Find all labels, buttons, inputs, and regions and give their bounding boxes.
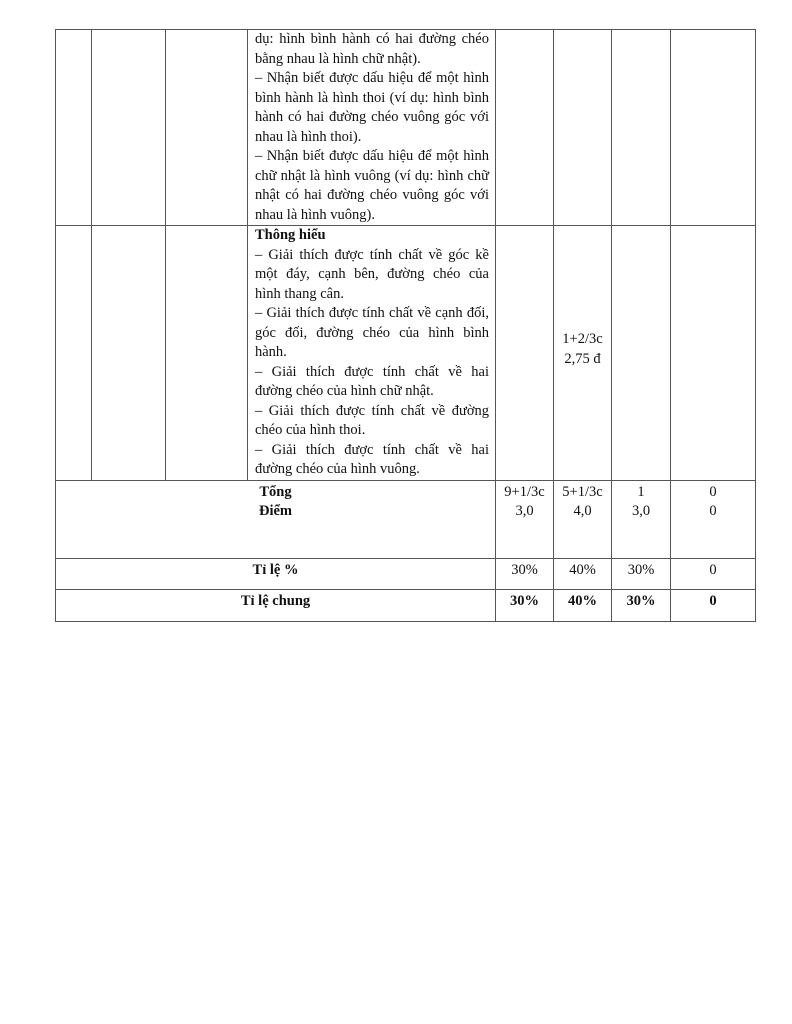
- percent-value-cell: 40%: [554, 558, 612, 589]
- total-apply-cell: [612, 480, 671, 558]
- total-points: 3,0: [631, 503, 651, 519]
- total-count: 1: [637, 483, 645, 500]
- total-high-apply-cell: [671, 480, 756, 558]
- level-apply-cell: [612, 30, 671, 226]
- content-cell: [166, 226, 248, 481]
- table-row: [56, 226, 756, 481]
- score-value: 2,75 đ: [564, 350, 601, 367]
- total-points: 4,0: [573, 503, 592, 519]
- total-row: [56, 480, 756, 558]
- overall-percent-label-cell: Tỉ lệ chung: [56, 589, 496, 621]
- level-understand-cell: [554, 226, 612, 481]
- level-understand-cell: [554, 30, 612, 226]
- total-recognize-cell: [496, 480, 554, 558]
- table-row: [56, 30, 756, 226]
- level-recognize-cell: [496, 30, 554, 226]
- overall-percent-row: [56, 589, 756, 621]
- overall-percent-value-cell: 30%: [612, 589, 671, 621]
- level-recognize-cell: [496, 226, 554, 481]
- total-points: 3,0: [515, 503, 534, 519]
- level-apply-cell: [612, 226, 671, 481]
- requirement-line: – Giải thích được tính chất về góc kề một đáy, cạnh bên, đường chéo của hình thang cân.: [255, 246, 489, 302]
- requirement-line: – Nhận biết được dấu hiệu để một hình chữ nhật là hình vuông (ví dụ: hình chữ nhật có hai đường chéo vuông góc với nhau là hình vuông).: [255, 148, 489, 223]
- total-count: 0: [709, 483, 717, 500]
- level-high-apply-cell: [671, 226, 756, 481]
- total-count: 5+1/3c: [562, 483, 603, 500]
- total-understand-cell: [554, 480, 612, 558]
- stt-cell: [56, 226, 92, 481]
- assessment-matrix-table: [55, 29, 756, 622]
- requirement-line: – Giải thích được tính chất về cạnh đối, góc đối, đường chéo của hình bình hành.: [255, 305, 489, 360]
- requirement-line: – Giải thích được tính chất về hai đường chéo của hình chữ nhật.: [255, 363, 489, 399]
- stt-cell: [56, 30, 92, 226]
- percent-value-cell: 30%: [612, 558, 671, 589]
- content-cell: [166, 30, 248, 226]
- percent-row: [56, 558, 756, 589]
- requirement-description-cell: [248, 226, 496, 481]
- topic-cell: [92, 226, 166, 481]
- percent-value-cell: 30%: [496, 558, 554, 589]
- total-count: 9+1/3c: [504, 483, 545, 500]
- total-points: 0: [709, 503, 717, 519]
- level-high-apply-cell: [671, 30, 756, 226]
- percent-label-cell: Tỉ lệ %: [56, 558, 496, 589]
- requirement-line: dụ: hình bình hành có hai đường chéo bằng nhau là hình chữ nhật).: [255, 31, 489, 67]
- total-label-cell: [56, 480, 496, 558]
- total-label: Tổng: [259, 483, 292, 500]
- percent-value-cell: 0: [671, 558, 756, 589]
- question-count: 1+2/3c: [562, 331, 603, 347]
- requirement-line: – Giải thích được tính chất về hai đường chéo của hình vuông.: [255, 441, 489, 477]
- overall-percent-value-cell: 30%: [496, 589, 554, 621]
- requirement-description-cell: [248, 30, 496, 226]
- requirement-line: – Nhận biết được dấu hiệu để một hình bình hành là hình thoi (ví dụ: hình bình hành có hai đường chéo vuông góc với nhau là hình thoi).: [255, 70, 489, 145]
- level-heading: Thông hiểu: [255, 227, 326, 243]
- overall-percent-value-cell: 0: [671, 589, 756, 621]
- requirement-line: – Giải thích được tính chất về đường chéo của hình thoi.: [255, 402, 489, 438]
- points-label: Điểm: [258, 503, 292, 519]
- topic-cell: [92, 30, 166, 226]
- overall-percent-value-cell: 40%: [554, 589, 612, 621]
